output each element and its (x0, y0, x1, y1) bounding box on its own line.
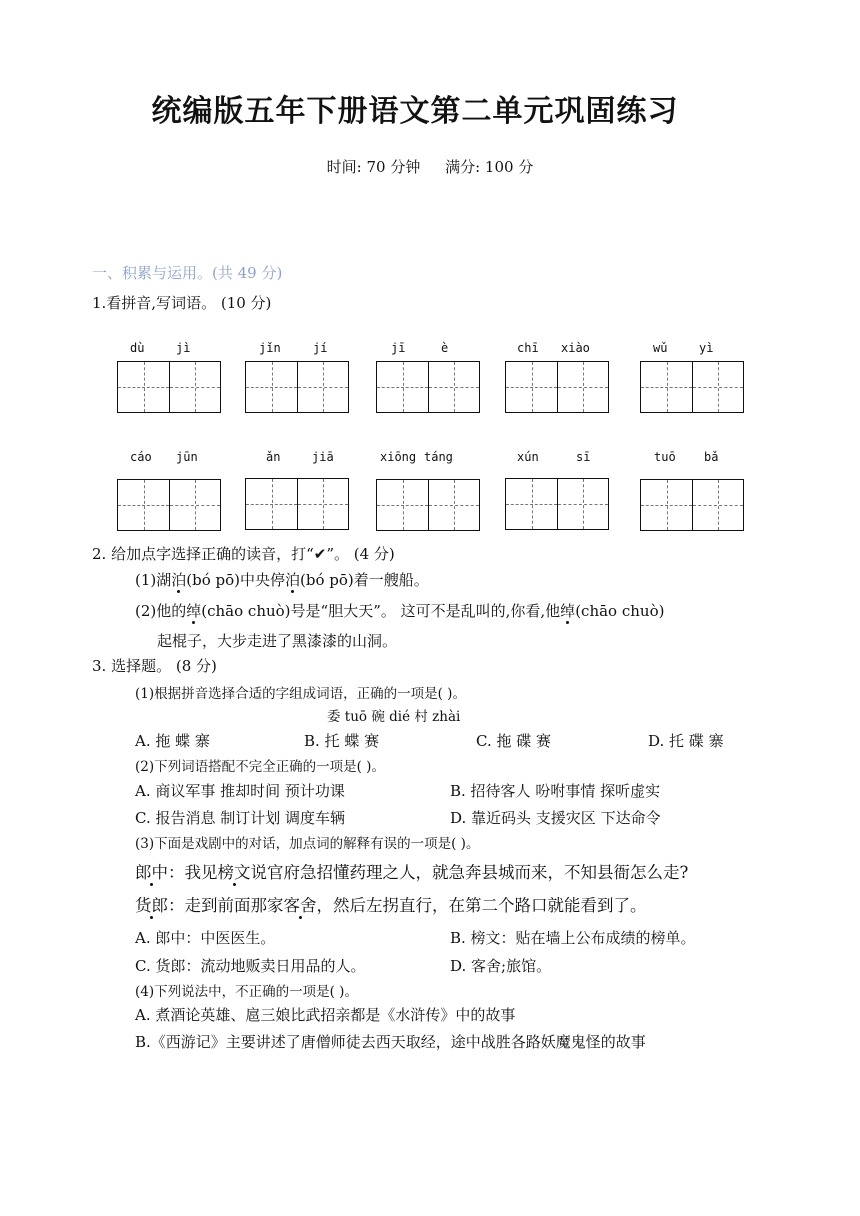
pinyin-prompt: 委 tuō 碗 dié 村 zhài (327, 709, 461, 725)
sub1-option-a[interactable]: A. 拖 蝶 寨 (135, 732, 210, 750)
question-2-item-1: (1)湖泊(bó pō)中央停泊(bó pō)着一艘船。 (135, 571, 429, 589)
page-title: 统编版五年下册语文第二单元巩固练习 (151, 94, 679, 129)
full-score: 满分: 100 分 (445, 158, 534, 176)
writing-grid[interactable] (117, 361, 221, 413)
writing-grid[interactable] (245, 478, 349, 530)
question-3-label: 3. 选择题。 (8 分) (92, 657, 217, 675)
writing-grid[interactable] (376, 361, 480, 413)
sub-question-3: (3)下面是戏剧中的对话，加点词的解释有误的一项是( )。 (135, 836, 480, 852)
sub3-option-b[interactable]: B. 榜文：贴在墙上公布成绩的榜单。 (450, 929, 696, 947)
question-2-item-2: (2)他的绰(chāo chuò)号是“胆大天”。 这可不是乱叫的,你看,他绰(chāo chuò) (135, 602, 665, 620)
sub-question-2: (2)下列词语搭配不完全正确的一项是( )。 (135, 759, 385, 775)
writing-grid[interactable] (640, 479, 744, 531)
sub1-option-b[interactable]: B. 托 蝶 赛 (304, 732, 380, 750)
writing-grid[interactable] (640, 361, 744, 413)
sub4-option-a[interactable]: A. 煮酒论英雄、扈三娘比武招亲都是《水浒传》中的故事 (135, 1006, 516, 1024)
sub1-option-d[interactable]: D. 托 碟 寨 (648, 732, 724, 750)
sub2-option-a[interactable]: A. 商议军事 推却时间 预计功课 (135, 782, 345, 800)
sub2-option-b[interactable]: B. 招待客人 吩咐事情 探听虚实 (450, 782, 661, 800)
dialogue-line-2: 货郎：走到前面那家客舍，然后左拐直行，在第二个路口就能看到了。 (135, 892, 647, 916)
question-2-label: 2. 给加点字选择正确的读音，打“✔”。 (4 分) (92, 545, 395, 563)
writing-grid[interactable] (505, 478, 609, 530)
question-2-item-2-cont: 起棍子，大步走进了黑漆漆的山洞。 (157, 632, 398, 650)
writing-grid[interactable] (245, 361, 349, 413)
time-limit: 时间: 70 分钟 (326, 158, 421, 176)
sub2-option-c[interactable]: C. 报告消息 制订计划 调度车辆 (135, 809, 346, 827)
sub-question-4: (4)下列说法中，不正确的一项是( )。 (135, 984, 358, 1000)
writing-grid[interactable] (505, 361, 609, 413)
dialogue-line-1: 郎中：我见榜文说官府急招懂药理之人，就急奔县城而来，不知县衙怎么走? (135, 859, 688, 883)
writing-grid[interactable] (376, 479, 480, 531)
sub1-option-c[interactable]: C. 拖 碟 赛 (476, 732, 552, 750)
sub-question-1: (1)根据拼音选择合适的字组成词语，正确的一项是( )。 (135, 686, 466, 702)
sub3-option-d[interactable]: D. 客舍;旅馆。 (450, 957, 552, 975)
question-1-label: 1.看拼音,写词语。 (10 分) (92, 294, 272, 312)
sub3-option-a[interactable]: A. 郎中：中医医生。 (135, 929, 276, 947)
sub4-option-b[interactable]: B.《西游记》主要讲述了唐僧师徒去西天取经，途中战胜各路妖魔鬼怪的故事 (135, 1033, 646, 1051)
sub2-option-d[interactable]: D. 靠近码头 支援灾区 下达命令 (450, 809, 661, 827)
section-heading: 一、积累与运用。(共 49 分) (92, 264, 283, 282)
writing-grid[interactable] (117, 479, 221, 531)
exam-meta (0, 156, 860, 177)
sub3-option-c[interactable]: C. 货郎：流动地贩卖日用品的人。 (135, 957, 366, 975)
